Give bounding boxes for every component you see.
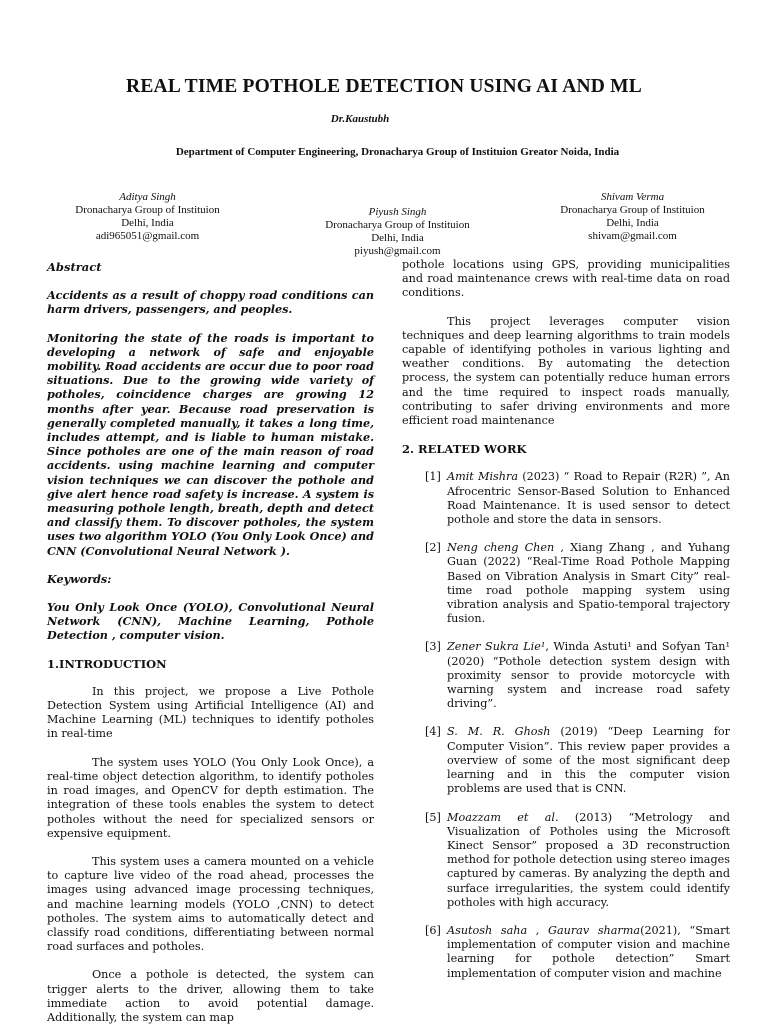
reference-list xyxy=(402,470,730,980)
author-city: Delhi, India xyxy=(606,217,659,229)
intro-continuation: pothole locations using GPS, providing municipalities and road maintenance crews with real-time data on road conditions. xyxy=(402,258,730,300)
author-name: Shivam Verma xyxy=(600,191,665,203)
reference-item xyxy=(402,924,730,981)
reference-body: (2019) “Deep Learning for Computer Vision”. This review paper provides a overview of some of the most significant deep learning and in this the computer vision problems are used that is CNN. xyxy=(447,725,730,796)
author-name: Aditya Singh xyxy=(119,191,176,203)
author-block-3 xyxy=(540,191,725,243)
reference-body: (2023) “ Road to Repair (R2R) ”, An Afrocentric Sensor-Based Solution to Enhanced Road Maintenance. It is used sensor to detect pothole and store the data in sensors. xyxy=(447,470,730,527)
reference-item xyxy=(402,541,730,626)
abstract-paragraph: Accidents as a result of choppy road conditions can harm drivers, passengers, and peoples. xyxy=(47,288,374,317)
left-column xyxy=(47,258,374,1025)
reference-text xyxy=(447,725,730,796)
lead-author: Dr.Kaustubh xyxy=(330,113,390,125)
reference-author: Moazzam et al. xyxy=(447,810,559,824)
intro-paragraph: Once a pothole is detected, the system can trigger alerts to the driver, allowing them to take immediate action to avoid potential damage. Additionally, the system can map xyxy=(47,968,374,1024)
reference-item xyxy=(402,470,730,527)
reference-author: S. M. R. Ghosh xyxy=(447,725,551,739)
reference-item xyxy=(402,640,730,711)
author-block-1 xyxy=(55,191,240,243)
author-email: piyush@gmail.com xyxy=(354,245,441,257)
author-email: adi965051@gmail.com xyxy=(95,230,200,242)
reference-body: (2013) “Metrology and Visualization of Potholes using the Microsoft Kinect Sensor” proposed a 3D reconstruction method for pothole detection using stereo images captured by cameras. By analyzing the depth and surface irregularities, the system could identify potholes with high accuracy. xyxy=(447,810,730,909)
author-org: Dronacharya Group of Instituion xyxy=(75,204,220,216)
reference-number: [1] xyxy=(425,470,441,484)
author-city: Delhi, India xyxy=(121,217,174,229)
reference-text xyxy=(447,640,730,711)
author-city: Delhi, India xyxy=(371,232,424,244)
abstract-heading: Abstract xyxy=(47,260,102,274)
reference-number: [4] xyxy=(425,725,441,739)
reference-author: Amit Mishra xyxy=(447,470,518,484)
right-column xyxy=(402,258,730,981)
author-name: Piyush Singh xyxy=(368,206,427,218)
reference-item xyxy=(402,725,730,796)
keywords-heading: Keywords: xyxy=(47,571,112,586)
introduction-heading: 1.INTRODUCTION xyxy=(47,656,167,671)
reference-text xyxy=(447,811,730,910)
reference-text xyxy=(447,924,730,981)
reference-number: [6] xyxy=(425,923,441,937)
reference-body: , Winda Astuti¹ and Sofyan Tan¹ (2020) “Pothole detection system design with proximity sensor to provide motorcycle with warning system and increase road safety driving”. xyxy=(447,640,730,711)
reference-author: Zener Sukra Lie¹ xyxy=(447,640,546,654)
intro-paragraph: The system uses YOLO (You Only Look Once), a real-time object detection algorithm, to identify potholes in road images, and OpenCV for depth estimation. The integration of these tools enables the system to detect potholes without the need for specialized sensors or expensive equipment. xyxy=(47,755,374,840)
reference-item xyxy=(402,811,730,910)
reference-body: (2021), “Smart implementation of computer vision and machine learning for pothole detection” Smart implementation of computer vision and machine xyxy=(447,923,730,980)
related-work-heading: 2. RELATED WORK xyxy=(402,442,527,457)
author-block-2 xyxy=(300,206,495,258)
reference-author: Neng cheng Chen xyxy=(447,541,555,555)
paper-title: REAL TIME POTHOLE DETECTION USING AI AND ML xyxy=(126,76,642,97)
author-org: Dronacharya Group of Instituion xyxy=(560,204,705,216)
intro-paragraph: In this project, we propose a Live Pothole Detection System using Artificial Intelligence (AI) and Machine Learning (ML) techniques to identify potholes in real-time xyxy=(47,684,374,741)
reference-body: , Xiang Zhang , and Yuhang Guan (2022) “Real-Time Road Pothole Mapping Based on Vibration Analysis in Smart City” real-time road pothole mapping system using vibration analysis and Spatio-temporal trajectory fusion. xyxy=(447,541,730,626)
author-email: shivam@gmail.com xyxy=(588,230,677,242)
department-affiliation: Department of Computer Engineering, Dronacharya Group of Instituion Greator Noida, India xyxy=(175,146,620,158)
intro-paragraph: This system uses a camera mounted on a vehicle to capture live video of the road ahead, processes the images using advanced image processing techniques, and machine learning models (YOLO ,CNN) to detect potholes. The system aims to automatically detect and classify road conditions, differentiating between normal road surfaces and potholes. xyxy=(47,854,374,954)
reference-number: [5] xyxy=(425,810,441,824)
reference-text xyxy=(447,541,730,626)
author-org: Dronacharya Group of Instituion xyxy=(325,219,470,231)
keywords-text: You Only Look Once (YOLO), Convolutional Neural Network (CNN), Machine Learning, Pothole Detection , computer vision. xyxy=(47,600,374,643)
reference-text xyxy=(447,470,730,527)
reference-number: [3] xyxy=(425,640,441,654)
reference-author: Asutosh saha , Gaurav sharma xyxy=(447,923,641,937)
abstract-paragraph: Monitoring the state of the roads is important to developing a network of safe and enjoyable mobility. Road accidents are occur due to poor road situations. Due to the growing wide variety of potholes, coincidence charges are growing 12 months after year. Because road preservation is generally completed manually, it takes a long time, includes attempt, and is liable to human mistake. Since potholes are one of the main reason of road accidents. using machine learning and computer vision techniques we can discover the pothole and give alert hence road safety is increase. A system is measuring pothole length, breath, depth and detect and classify them. To discover potholes, the system uses two algorithm YOLO (You Only Look Once) and CNN (Convolutional Neural Network ). xyxy=(47,330,374,558)
intro-paragraph: This project leverages computer vision techniques and deep learning algorithms to train models capable of identifying potholes in various lighting and weather conditions. By automating the detection process, the system can potentially reduce human errors and the time required to inspect roads manually, contributing to safer driving environments and more efficient road maintenance xyxy=(402,314,730,428)
reference-number: [2] xyxy=(425,541,441,555)
